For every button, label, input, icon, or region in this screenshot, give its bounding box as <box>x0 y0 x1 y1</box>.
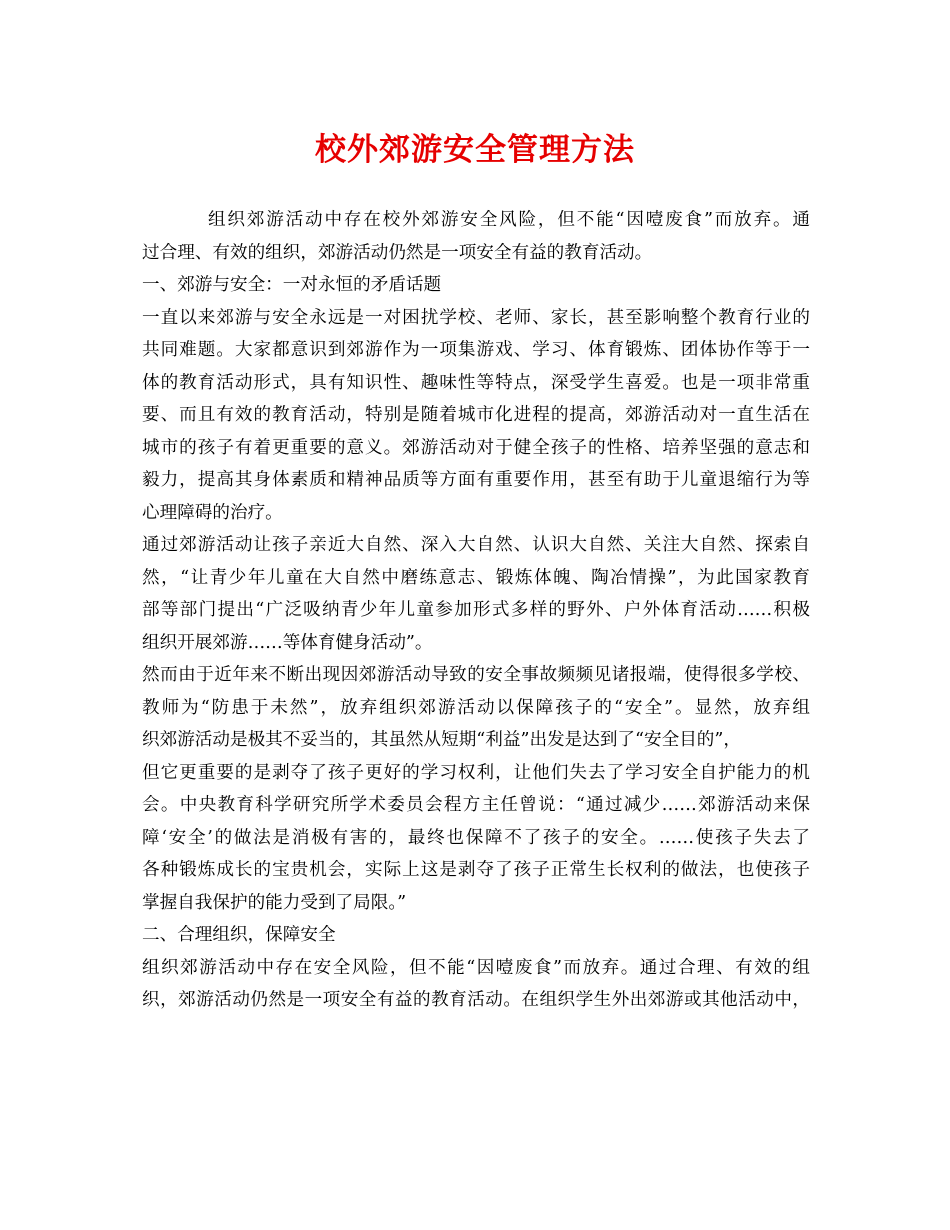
paragraph-line: 掌握自我保护的能力受到了局限。” <box>142 892 407 913</box>
paragraph-line: 教师为“防患于未然”，放弃组织郊游活动以保障孩子的“安全”。显然，放弃组 <box>142 697 810 718</box>
paragraph-line: 然而由于近年来不断出现因郊游活动导致的安全事故频频见诸报端，使得很多学校、 <box>142 665 810 685</box>
paragraph-line: 过合理、有效的组织，郊游活动仍然是一项安全有益的教育活动。 <box>142 242 653 263</box>
paragraph-line: 一直以来郊游与安全永远是一对困扰学校、老师、家长，甚至影响整个教育行业的 <box>142 307 810 328</box>
section-heading: 二、合理组织，保障安全 <box>142 925 336 945</box>
paragraph-line: 障‘安全’的做法是消极有害的，最终也保障不了孩子的安全。……使孩子失去了 <box>142 827 810 848</box>
paragraph-line: 共同难题。大家都意识到郊游作为一项集游戏、学习、体育锻炼、团体协作等于一 <box>142 340 810 360</box>
paragraph-line: 部等部门提出“广泛吸纳青少年儿童参加形式多样的野外、户外体育活动……积极 <box>142 600 810 620</box>
paragraph-line: 织，郊游活动仍然是一项安全有益的教育活动。在组织学生外出郊游或其他活动中， <box>142 990 810 1010</box>
paragraph-line: 通过郊游活动让孩子亲近大自然、深入大自然、认识大自然、关注大自然、探索自 <box>142 535 810 555</box>
document-title: 校外郊游安全管理方法 <box>315 132 635 168</box>
paragraph-line: 各种锻炼成长的宝贵机会，实际上这是剥夺了孩子正常生长权利的做法，也使孩子 <box>142 860 810 880</box>
paragraph-line: 会。中央教育科学研究所学术委员会程方主任曾说：“通过减少……郊游活动来保 <box>142 795 810 815</box>
paragraph-line: 毅力，提高其身体素质和精神品质等方面有重要作用，甚至有助于儿童退缩行为等 <box>142 470 810 490</box>
paragraph-line: 组织郊游活动中存在校外郊游安全风险，但不能“因噎废食”而放弃。通 <box>208 210 810 230</box>
paragraph-line: 然，“让青少年儿童在大自然中磨练意志、锻炼体魄、陶冶情操”，为此国家教育 <box>142 567 810 588</box>
paragraph-line: 组织郊游活动中存在安全风险，但不能“因噎废食”而放弃。通过合理、有效的组 <box>142 957 810 978</box>
paragraph-line: 组织开展郊游……等体育健身活动”。 <box>142 632 433 653</box>
paragraph-line: 城市的孩子有着更重要的意义。郊游活动对于健全孩子的性格、培养坚强的意志和 <box>142 437 810 458</box>
paragraph-line: 体的教育活动形式，具有知识性、趣味性等特点，深受学生喜爱。也是一项非常重 <box>142 372 810 393</box>
paragraph-line: 心理障碍的治疗。 <box>142 502 283 523</box>
paragraph-line: 但它更重要的是剥夺了孩子更好的学习权利，让他们失去了学习安全自护能力的机 <box>142 762 810 783</box>
paragraph-line: 要、而且有效的教育活动，特别是随着城市化进程的提高，郊游活动对一直生活在 <box>142 405 810 425</box>
section-heading: 一、郊游与安全：一对永恒的矛盾话题 <box>142 275 442 295</box>
document-body <box>142 204 810 1017</box>
paragraph-line: 织郊游活动是极其不妥当的，其虽然从短期“利益”出发是达到了“安全目的”， <box>142 730 741 750</box>
